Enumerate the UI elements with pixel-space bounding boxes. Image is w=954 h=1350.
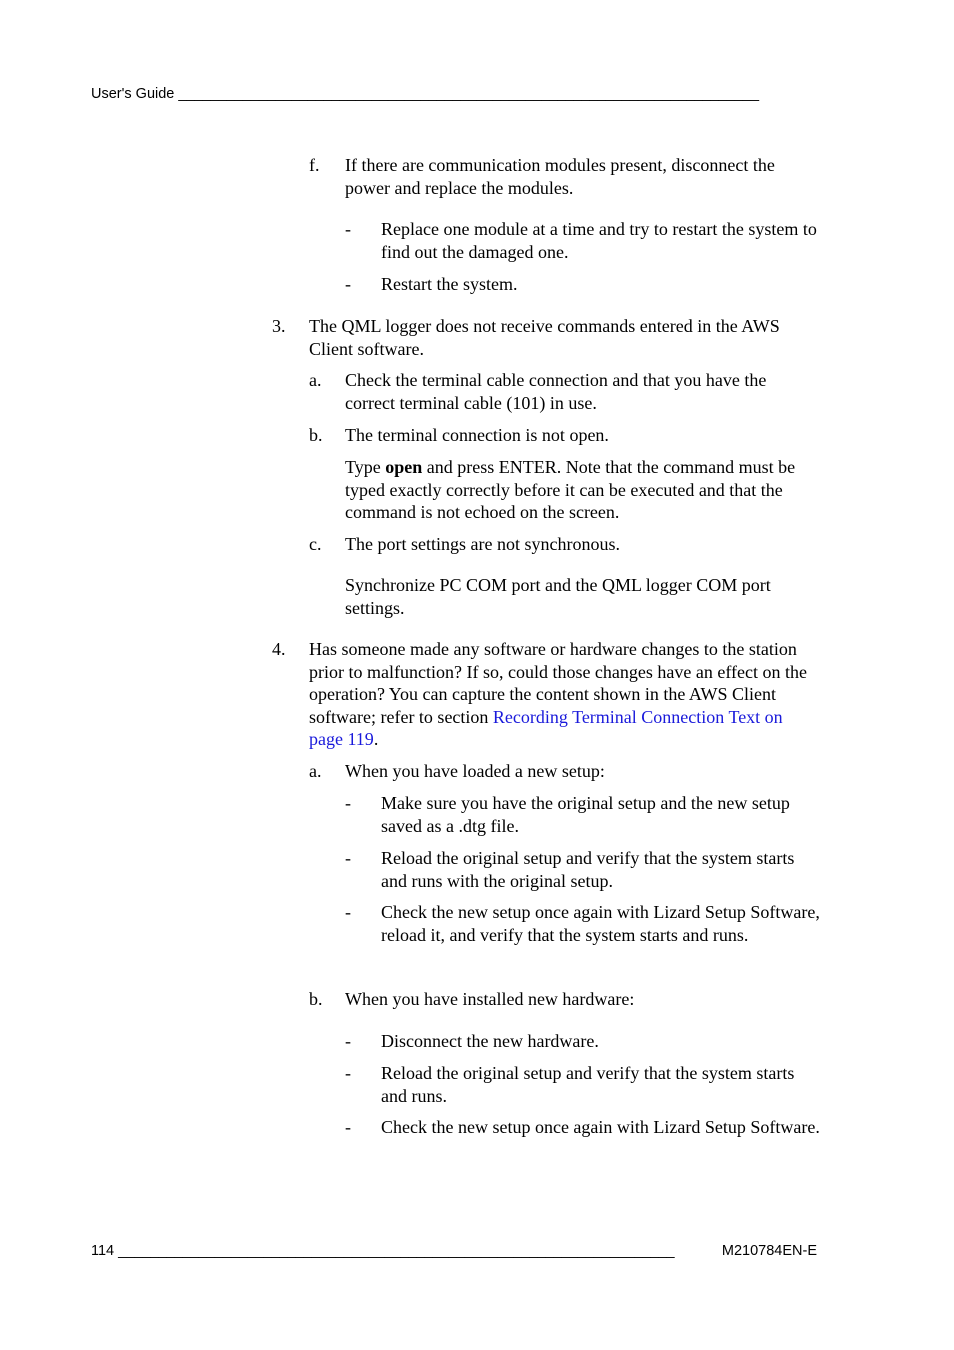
list-marker: a. <box>309 370 322 390</box>
list-item-text: When you have installed new hardware: <box>345 989 635 1009</box>
list-marker: 3. <box>272 316 286 336</box>
paragraph: Synchronize PC COM port and the QML logger COM port settings. <box>345 575 771 618</box>
list-item-text: The terminal connection is not open. <box>345 425 609 445</box>
paragraph-text: Has someone made any software or hardware changes to the station prior to malfunction? If so, could those changes have an effect on the operation? You can capture the content shown in the AWS Client software; refer to section <box>309 639 807 727</box>
paragraph-text: . <box>373 729 379 750</box>
document-id: M210784EN-E <box>721 1243 817 1259</box>
paragraph <box>345 456 817 524</box>
paragraph-text: Type <box>345 457 386 477</box>
sub-item-text: Make sure you have the original setup and the new setup saved as a .dtg file. <box>381 793 790 836</box>
sub-item-text: Check the new setup once again with Lizard Setup Software, reload it, and verify that the system starts and runs. <box>381 902 820 945</box>
sub-item-text: Restart the system. <box>381 274 518 294</box>
list-item-text <box>309 638 821 751</box>
list-marker: 4. <box>272 639 286 659</box>
list-marker: c. <box>309 534 322 554</box>
dash-marker: - <box>345 793 351 813</box>
cross-reference-link[interactable]: Recording Terminal Connection Text on page 119 <box>309 706 783 750</box>
dash-marker: - <box>345 848 351 868</box>
page-number: 114 _____________________________________________________________________ <box>91 1243 675 1259</box>
list-item-text: The port settings are not synchronous. <box>345 534 620 554</box>
list-item-text: When you have loaded a new setup: <box>345 761 605 781</box>
list-marker: b. <box>309 989 323 1009</box>
sub-item-text: Disconnect the new hardware. <box>381 1031 599 1051</box>
command-text: open <box>385 457 423 477</box>
list-item-text: If there are communication modules present, disconnect the power and replace the modules. <box>345 155 775 198</box>
list-item-text: Check the terminal cable connection and that you have the correct terminal cable (101) in use. <box>345 370 767 413</box>
list-marker: f. <box>309 155 320 175</box>
dash-marker: - <box>345 1031 351 1051</box>
sub-item-text: Replace one module at a time and try to restart the system to find out the damaged one. <box>381 219 817 262</box>
dash-marker: - <box>345 902 351 922</box>
list-marker: b. <box>309 425 323 445</box>
list-marker: a. <box>309 761 322 781</box>
running-header: User's Guide ________________________________________________________________________ <box>91 86 760 102</box>
list-item-text: The QML logger does not receive commands entered in the AWS Client software. <box>309 316 780 359</box>
dash-marker: - <box>345 219 351 239</box>
paragraph-text: and press ENTER. Note that the command must be typed exactly correctly before it can be executed and that the command is not echoed on the screen. <box>345 457 796 523</box>
sub-item-text: Check the new setup once again with Lizard Setup Software. <box>381 1117 820 1137</box>
dash-marker: - <box>345 274 351 294</box>
sub-item-text: Reload the original setup and verify that the system starts and runs with the original setup. <box>381 848 795 891</box>
dash-marker: - <box>345 1063 351 1083</box>
dash-marker: - <box>345 1117 351 1137</box>
sub-item-text: Reload the original setup and verify that the system starts and runs. <box>381 1063 795 1106</box>
